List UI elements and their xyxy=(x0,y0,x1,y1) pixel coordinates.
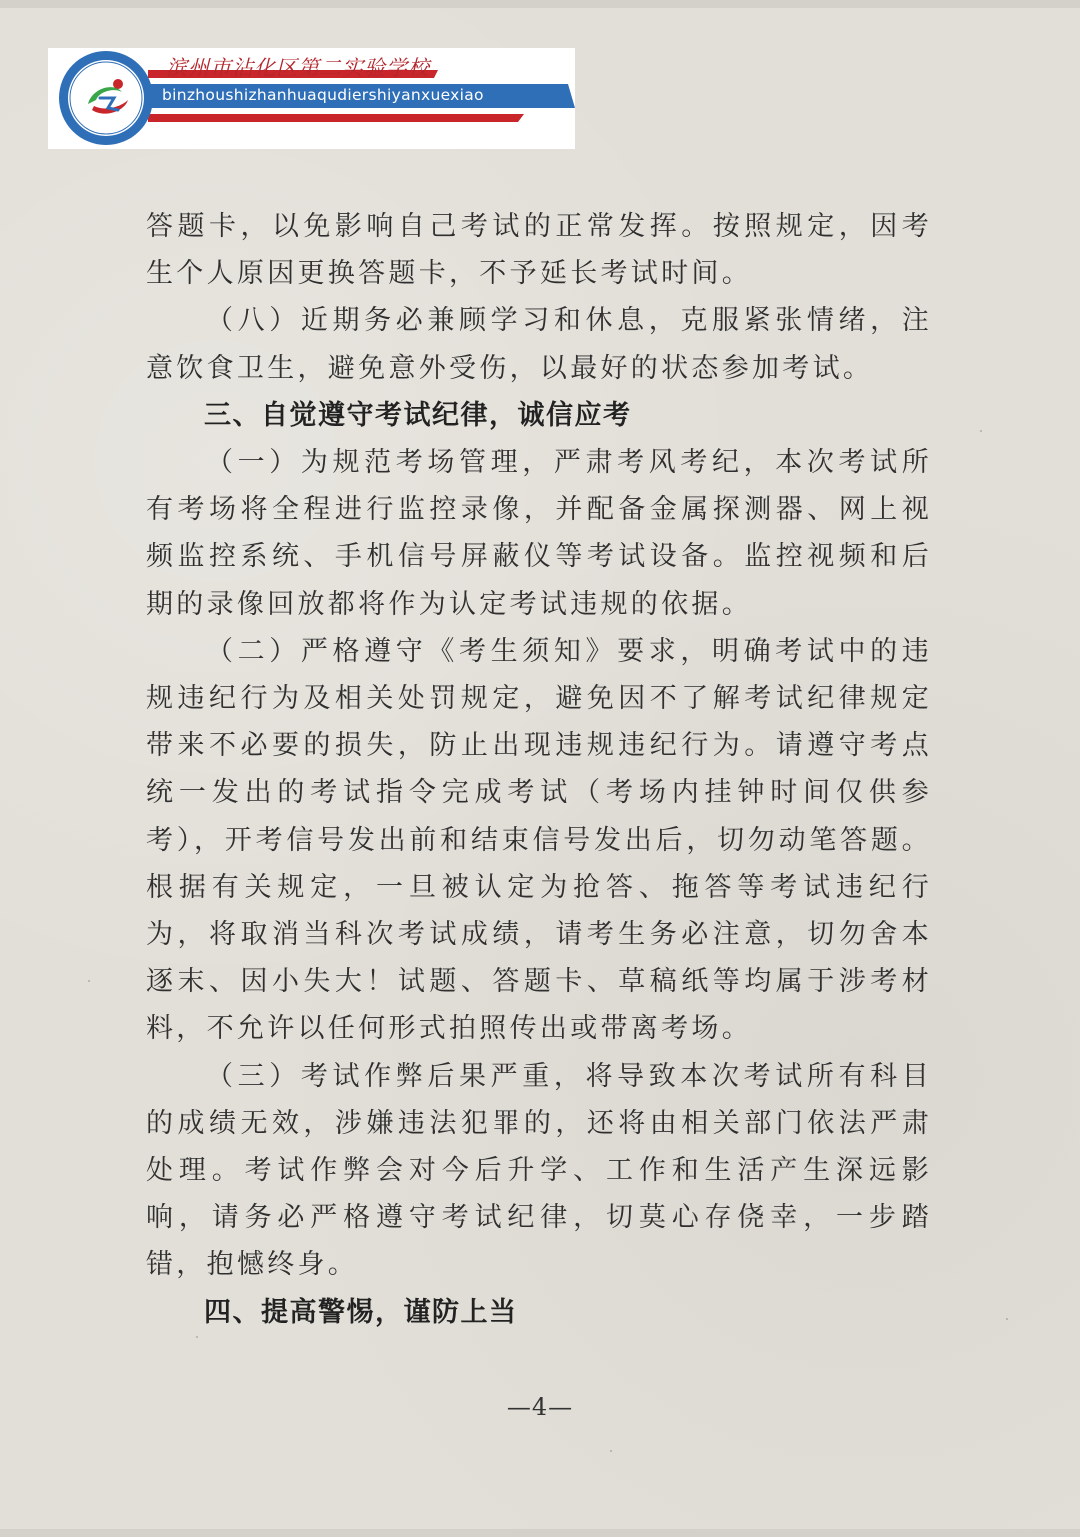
section-heading-4: 四、提高警惕，谨防上当 xyxy=(204,1296,518,1328)
bottom-border xyxy=(0,1529,1080,1537)
paper-speck xyxy=(452,1300,454,1302)
paragraph-item-3: （三）考试作弊后果严重，将导致本次考试所有科目的成绩无效，涉嫌违法犯罪的，还将由相关部门依法严肃处理。考试作弊会对今后升学、工作和生活产生深远影响，请务必严格遵守考试纪律，切莫心存侥幸，一步踏错，抱憾终身。 xyxy=(146,1060,932,1281)
section-heading-3: 三、自觉遵守考试纪律，诚信应考 xyxy=(204,399,632,431)
paragraph-continuation: 答题卡，以免影响自己考试的正常发挥。按照规定，因考生个人原因更换答题卡，不予延长考试时间。 xyxy=(146,211,932,290)
top-border xyxy=(0,0,1080,8)
paragraph-item-8: （八）近期务必兼顾学习和休息，克服紧张情绪，注意饮食卫生，避免意外受伤，以最好的状态参加考试。 xyxy=(146,305,932,384)
school-pinyin: binzhoushizhanhuaqudiershiyanxuexiao xyxy=(162,86,484,104)
school-name: 滨州市沾化区第二实验学校 xyxy=(166,56,430,80)
paper-speck xyxy=(1006,1318,1008,1320)
paper-speck xyxy=(610,1450,612,1452)
paper-speck xyxy=(196,1336,198,1338)
school-banner xyxy=(48,48,575,149)
paper-speck xyxy=(980,430,982,432)
paragraph-item-2: （二）严格遵守《考生须知》要求，明确考试中的违规违纪行为及相关处罚规定，避免因不了解考试纪律规定带来不必要的损失，防止出现违规违纪行为。请遵守考点统一发出的考试指令完成考试（考场内挂钟时间仅供参考），开考信号发出前和结束信号发出后，切勿动笔答题。根据有关规定，一旦被认定为抢答、拖答等考试违纪行为，将取消当科次考试成绩，请考生务必注意，切勿舍本逐末、因小失大！试题、答题卡、草稿纸等均属于涉考材料，不允许以任何形式拍照传出或带离考场。 xyxy=(146,635,932,1045)
paper-speck xyxy=(88,980,90,982)
paragraph-item-1: （一）为规范考场管理，严肃考风考纪，本次考试所有考场将全程进行监控录像，并配备金属探测器、网上视频监控系统、手机信号屏蔽仪等考试设备。监控视频和后期的录像回放都将作为认定考试违规的依据。 xyxy=(146,447,932,620)
page-number: —4— xyxy=(506,1393,574,1421)
document-body xyxy=(146,203,932,1336)
